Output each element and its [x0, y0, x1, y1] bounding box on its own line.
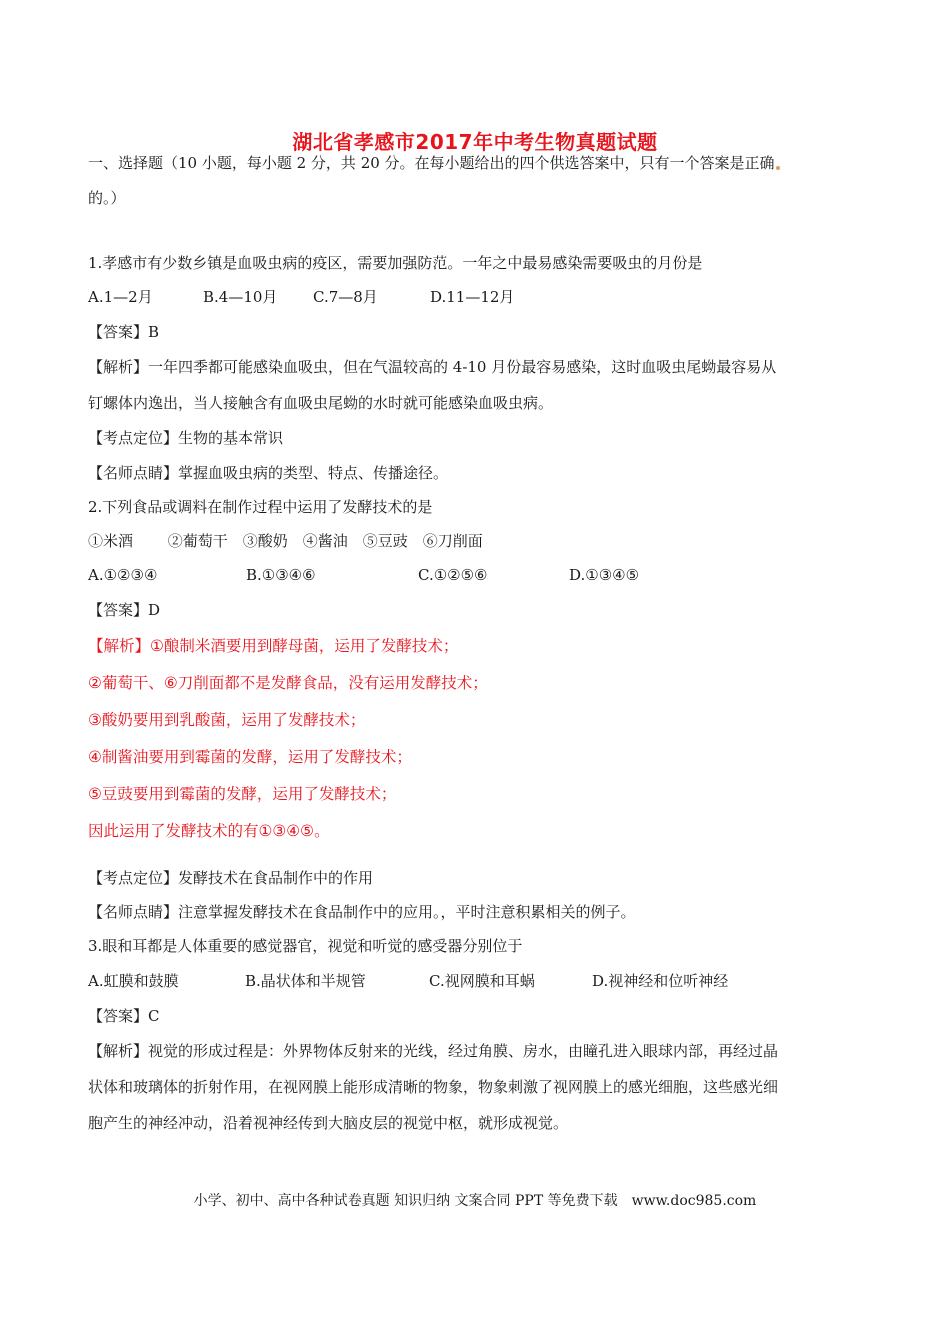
q2-analysis-line: 【解析】①酿制米酒要用到酵母菌，运用了发酵技术； — [88, 637, 459, 655]
page-footer: 小学、初中、高中各种试卷真题 知识归纳 文案合同 PPT 等免费下载 www.doc985.com — [193, 1193, 757, 1209]
q2-answer: 【答案】D — [88, 601, 161, 619]
q1-option-d: D.11—12月 — [430, 288, 515, 306]
q2-point: 【考点定位】发酵技术在食品制作中的作用 — [88, 869, 374, 887]
q3-options — [88, 971, 728, 991]
q2-analysis-line: ②葡萄干、⑥刀削面都不是发酵食品，没有运用发酵技术； — [88, 674, 488, 692]
q1-option-c: C.7—8月 — [313, 288, 378, 306]
q3-answer: 【答案】C — [88, 1007, 160, 1025]
q2-items: ①米酒 ②葡萄干 ③酸奶 ④酱油 ⑤豆豉 ⑥刀削面 — [88, 532, 483, 550]
q3-analysis: 【解析】视觉的形成过程是：外界物体反射来的光线，经过角膜、房水，由瞳孔进入眼球内部，再经过晶 — [88, 1042, 779, 1060]
q2-options — [88, 565, 639, 585]
q1-stem: 1.孝感市有少数乡镇是血吸虫病的疫区，需要加强防范。一年之中最易感染需要吸虫的月份是 — [88, 254, 703, 272]
q2-tip: 【名师点睛】注意掌握发酵技术在食品制作中的应用。，平时注意积累相关的例子。 — [88, 903, 636, 921]
q2-analysis-line: ③酸奶要用到乳酸菌，运用了发酵技术； — [88, 711, 366, 729]
page-title: 湖北省孝感市2017年中考生物真题试题 — [292, 130, 658, 154]
q2-analysis-line: ⑤豆豉要用到霉菌的发酵，运用了发酵技术； — [88, 785, 397, 803]
q1-options — [88, 287, 514, 307]
q2-analysis-line: 因此运用了发酵技术的有①③④⑤。 — [88, 822, 330, 840]
q2-option-a: A.①②③④ — [88, 566, 158, 584]
q3-option-d: D.视神经和位听神经 — [592, 972, 729, 990]
q2-option-b: B.①③④⑥ — [246, 566, 316, 584]
section-heading-text: 一、选择题（10 小题，每小题 2 分，共 20 分。在每小题给出的四个供选答案中，只有一个答案是正确 — [88, 154, 775, 172]
q3-analysis-cont: 胞产生的神经冲动，沿着视神经传到大脑皮层的视觉中枢，就形成视觉。 — [88, 1114, 569, 1132]
q3-analysis-cont: 状体和玻璃体的折射作用，在视网膜上能形成清晰的物象，物象刺激了视网膜上的感光细胞，这些感光细 — [88, 1078, 779, 1096]
q1-option-a: A.1—2月 — [88, 288, 153, 306]
q1-analysis: 【解析】一年四季都可能感染血吸虫，但在气温较高的 4-10 月份最容易感染，这时血吸虫尾蚴最容易从 — [88, 358, 777, 376]
mark-dot — [776, 166, 780, 170]
q2-stem: 2.下列食品或调料在制作过程中运用了发酵技术的是 — [88, 498, 433, 516]
q2-option-d: D.①③④⑤ — [569, 566, 640, 584]
q2-analysis-line: ④制酱油要用到霉菌的发酵，运用了发酵技术； — [88, 748, 412, 766]
q1-analysis-cont: 钉螺体内逸出，当人接触含有血吸虫尾蚴的水时就可能感染血吸虫病。 — [88, 394, 554, 412]
q3-option-a: A.虹膜和鼓膜 — [88, 972, 179, 990]
q1-option-b: B.4—10月 — [203, 288, 278, 306]
q3-option-c: C.视网膜和耳蜗 — [429, 972, 535, 990]
q3-stem: 3.眼和耳都是人体重要的感觉器官，视觉和听觉的感受器分别位于 — [88, 937, 523, 955]
q1-tip: 【名师点睛】掌握血吸虫病的类型、特点、传播途径。 — [88, 464, 449, 482]
q3-option-b: B.晶状体和半规管 — [245, 972, 366, 990]
q2-option-c: C.①②⑤⑥ — [418, 566, 488, 584]
q1-answer: 【答案】B — [88, 323, 160, 341]
section-heading — [88, 153, 780, 173]
q1-point: 【考点定位】生物的基本常识 — [88, 429, 284, 447]
section-heading-cont: 的。） — [88, 189, 126, 207]
